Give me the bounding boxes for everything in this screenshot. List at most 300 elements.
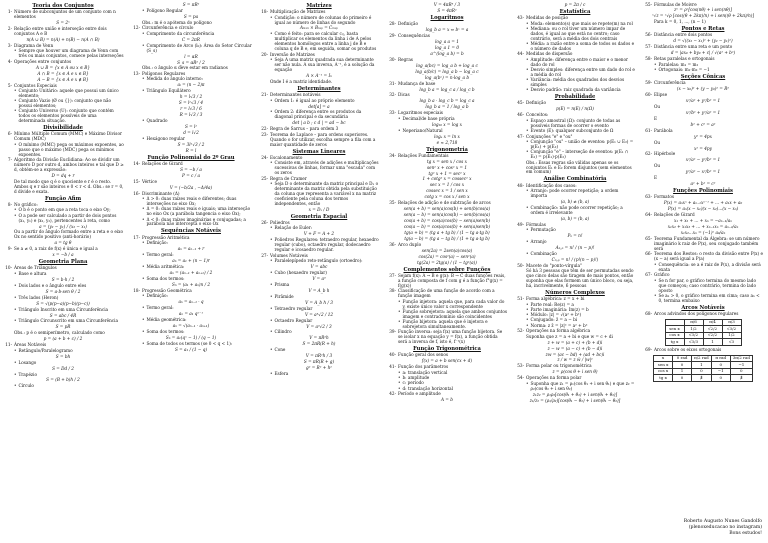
formula: x₁x₂...xₙ = (−1)ⁿ a₀/aₙ [680,230,726,236]
item-text: Consequências [398,32,430,38]
item-text: Logaritmos especiais [398,110,443,116]
bullet-item [270,295,380,300]
formula: sen² x + cos² x = 1 [426,164,468,170]
formula: z₁/z₂ = (ρ₁/ρ₂)[cos(θ₁ − θ₂) + i sen(θ₁ − θ₂)] [529,397,621,403]
bullet-item [14,109,124,124]
item-number: 4- [7,58,12,64]
item-text: Relação entre união e interseção entre dois conjuntos A e B [14,25,107,36]
table-cell: 0 [673,362,692,369]
section-heading: Probabilidade [554,94,596,101]
item-text: Retas paralelas e ortogonais [654,56,715,62]
bullet-text: • Conjunto Universo (U): conjunto que contém todos os elementos possíveis de uma determinada situação. [18,108,114,124]
item-text: No gráfico: [14,201,38,207]
table-cell: 0 [730,368,752,375]
author-name: Roberto Augusto Nunes Gandolfo [683,519,762,525]
item-number: 28- [389,21,396,27]
item-text: Discriminante (Δ) [142,190,180,196]
item-number: 45- [517,100,524,106]
table-row [665,339,741,346]
formula: Aₙ,ₚ = n! / (n − p)! [555,245,595,251]
bullet-text: • Parte imaginária: Im(z) = b [530,306,589,312]
formula: l = αR [184,53,198,59]
formula: d = √((x₂ − x₁)² + (y₂ − y₁)²) [673,38,733,44]
section-heading: Análise Combinatória [543,176,607,183]
bullet-text: • Suponha que z₁ = ρ₁(cos θ₁ + i sen θ₁) e que z₂ = ρ₂(cos θ₂ + i sen θ₂) [530,380,635,391]
column-4 [386,2,508,540]
formula: sen(2a) = 2sen(a)cos(a) [421,247,473,253]
bullet-text: • O b é o ponto em que a reta toca o eixo Oy; [18,207,111,213]
item-number: 9- [7,246,12,252]
numbered-item [386,154,508,159]
table-header-cell: 0 rad [673,355,692,362]
table-cell: 0 [673,375,692,382]
table-cell: √3/2 [722,326,741,333]
item-number: 11- [5,342,12,348]
item-number: 22- [261,126,268,132]
item-number: 44- [517,51,524,57]
bullet-text: • Sempre que houver um diagrama de Venn com três ou mais conjuntos, comece pelas interseções [18,48,124,59]
item-text: Conceitos: [526,112,549,118]
formula: S = 3l²√3 / 2 [177,141,205,147]
item-number: 37- [389,272,396,278]
note-text: Obs.: m é o apótema do polígono [142,19,212,25]
formula: x² = 4py [694,145,712,151]
item-number: 42- [389,391,396,397]
formula: log_b a · log_c b = log_c a [419,98,475,104]
formula: sec x = 1 / cos x [429,182,465,188]
table-cell: 1 [703,339,722,346]
formula: S = pa [183,13,199,19]
note-text: De tal modo que q é o quociente e r é o resto. Ambos q e r são inteiros e 0 < r < d. Obs.: se r = 0, d divide e exata. [14,178,124,194]
bullet-item [142,277,252,282]
table-header-cell: x [654,355,673,362]
formula: log_a(bc) = log_a b + log_a c [416,62,478,68]
item-number: 30- [389,56,396,62]
bullet-text: • b: amplitude [402,375,430,381]
formula: V = a³ [312,275,326,281]
bullet-text: • Decimal/de base própria [402,115,455,121]
bullet-text: • Permutação [530,227,556,233]
item-number: 55- [645,2,652,7]
bullet-text: • Hexágono regular [146,135,185,141]
bullet-item [270,32,380,52]
item-number: 34- [389,152,396,158]
bullet-text: • Triângulo Equilátero [146,88,191,94]
formula: y²/a² − x²/b² = 1 [685,169,721,175]
section-heading: Divisibilidade [43,125,83,132]
author-signature [684,519,762,537]
bullet-text: • Módulo: |z| = √(a² + b²) [530,312,582,318]
bullet-text: • Arranjo: pode ocorrer repetição; a ordem importa [530,188,619,198]
section-heading: Funções Polinomiais [673,188,733,195]
item-number: 29- [389,32,396,38]
bullet-text: • Espaço amostral (Ω): conjunto de todas as possíveis formas de ocorrer o evento [530,117,621,128]
bullet-text: • Arranjo [530,239,547,245]
formula: z / w = z w̄ / |w|² [557,357,593,363]
item-text: Operações na forma polar [526,375,582,381]
item-text: Hipérbole [654,151,676,157]
bullet-item [654,279,764,294]
formula: S = l² [184,124,198,130]
formula: A − B = {x ∈ A e x ∉ B} [37,76,89,82]
formula: tg x = sen x / cos x [426,158,468,164]
table-cell: √2/2 [703,332,722,339]
formula: S = l²√3 / 4 [178,100,204,106]
table-cell: 1/2 [722,332,741,339]
column-1 [2,2,124,540]
formula: zⁿ = ρⁿ[cos(nθ) + i sen(nθ)] [674,7,732,13]
item-text: Vértice [142,178,157,184]
item-text: Medidas de dispersão [526,51,573,57]
table-cell: sen x [654,362,673,369]
bullet-text: • Triângulo Inscrito em uma Circunferência [18,306,109,312]
formula: S = 2ⁿ [56,20,70,26]
note-text: Suponha que z = a + bi e que w = c + di [526,333,613,339]
bullet-text: • Ortogonais: m₁·m₂ = −1 [658,66,710,72]
section-heading: Estatística [559,8,591,15]
column-5 [514,2,636,540]
item-text: Conjunções "e" e "ou" [526,133,573,139]
trig-table [665,319,742,346]
bullet-text: • Como é feito: para se calcular cᵢⱼ, basta multiplicar os elementos da linha i de A pelos elementos homólogos entre a linha j de B e coluna q de B e, em seguida, somar os produtos [274,31,377,52]
formula: R = l√3 / 3 [179,112,203,118]
formula: S = πR² [182,2,200,7]
numbered-item [642,129,764,134]
formula: det[a] = a [308,103,330,109]
formula: A ∪ B = {x ∈ A ou x ∈ B} [36,64,90,70]
bullet-text: • Variância: média dos quadrados dos desvios simples [530,77,625,88]
formula: tg² x + 1 = sec² x [428,170,466,176]
bullet-text: • Poliedros Regulares: tetraedro regular, hexaedro regular (cubo), octaedro regular, dodecaedro regular e icosaedro regular. [274,237,379,253]
formula: S = b·h / 2 [51,276,75,282]
column-3 [258,2,380,540]
formula: sen(a + b) = sen(a)cos(b) + sen(b)cos(a) [403,206,491,212]
bullet-text: • Retângulo/Paralelogramo [18,347,73,353]
bullet-text: • Círculo [18,383,34,389]
note-text: Para k = 0, 1, ..., (n − 1) [654,19,706,25]
item-text: Distância entre dois pontos [654,32,713,38]
formula: z − w = (a − c) + (b − d)i [547,345,603,351]
formula: g² = R² + h² [306,365,332,371]
formula: p(E) = n(E) / n(Ω) [556,106,594,112]
formula: tg(a − b) = (tg a − tg b) / (1 + tg a·tg b) [404,236,490,242]
formula: log_b a = x ⇔ bˣ = a [425,26,469,32]
formula: D = dq + r [51,172,75,178]
item-number: 6- [7,131,12,137]
numbered-item [642,312,764,317]
bullet-item [398,129,508,134]
bullet-text: • Soma dos termos: [146,328,185,334]
formula: aₙ = (aₙ₋₁ + aₙ₊₁) / 2 [169,269,213,275]
formula: S = 4πR² [437,7,457,13]
formula: log_a(b/c) = log_a b − log_a c [415,68,479,74]
item-number: 52- [517,328,524,334]
item-number: 39- [389,329,396,335]
formula: aₙ = √(aₙ₋₁ · aₙ₊₁) [172,322,210,328]
formula: (x − x₀)² + (y − y₀)² = R² [676,85,730,91]
numbered-item [386,82,508,87]
numbered-item [386,289,508,299]
formula: f(x) = a + b sen(cx + d) [421,358,473,364]
bullet-text: • Média: a razão entre a soma de todos os dados e o número de dados [530,40,635,51]
bullet-item [526,27,636,42]
item-number: 50- [517,262,524,268]
item-text: Diagrama de Venn [14,42,54,48]
formula: S = pR [55,324,71,330]
item-number: 18- [261,9,268,15]
bullet-item [142,218,252,228]
item-number: 32- [389,92,396,98]
table-cell: 1 [673,368,692,375]
bullet-text: • Δ > 0: duas raízes reais e diferentes; duas interseções no eixo Ox; [146,196,237,207]
table-cell: −1 [711,368,730,375]
formula: n(A ∪ B) = n(A) + n(B) − n(A ∩ B) [26,36,100,42]
item-text: Mínimo Múltiplo Comum (MMC) e Máximo Divisor Comum (MDC) [14,131,122,142]
item-text: Áreas de Triângulos [14,265,57,271]
numbered-item [2,132,124,142]
bullet-item [14,384,124,389]
item-text: Mudança de base [398,80,436,86]
item-number: 59- [645,80,652,86]
item-number: 18- [133,287,140,293]
bullet-item [14,214,124,224]
note-text: Ou [654,163,661,169]
formula: log_a a = 1 [435,38,459,44]
formula: a = tg θ [54,240,72,246]
formula: x₁ + x₂ + ... + xₙ = −aₙ₋₁/aₙ [673,218,732,224]
bullet-text: • Desvio padrão: raiz quadrada da variância [530,87,621,93]
table-cell: 1/2 [684,326,703,333]
item-number: 65- [645,235,652,241]
item-number: 61- [645,127,652,133]
section-heading: Pontos e Retas [681,26,725,33]
formula: V = (−b/2a , −Δ/4a) [169,184,213,190]
formula: p = 2π / c [564,2,586,7]
bullet-item [270,110,380,120]
formula: P = c / a [182,172,200,178]
item-number: 3- [7,42,12,48]
bullet-item [398,117,508,122]
formula: aₙ = aₙ₋₁ · q [178,299,204,305]
table-cell: sen x [665,326,684,333]
note-text: Ou a partir do ângulo formado entre a reta e o eixo Ox no sentido positivo (anti-horário) [14,229,124,240]
item-text: Se a ≠ 0, a raiz de f(x) é única e igual a [14,246,98,252]
numbered-item [642,237,764,252]
item-number: 17- [133,234,140,240]
bullet-text: • Polígono Regular [146,7,183,13]
formula: S = a₁ / (1 − q) [174,346,208,352]
item-number: 53- [517,363,524,369]
item-text: Volumes Notáveis [270,252,308,258]
section-heading: Teoria dos Conjuntos [32,3,94,9]
item-number: 47- [517,133,524,139]
bullet-text: • Função injetora: aquela que, para cada valor do y, existe único valor x correspondente [402,298,505,309]
bullet-text: • Condição: o número de colunas do primeiro é igual ao número de linhas do segundo [274,14,372,25]
numbered-item [642,252,764,262]
bullet-text: • Neperiano/Natural [402,127,443,133]
bullet-item [14,49,124,59]
section-heading: Determinantes [297,85,341,92]
item-text: Fórmulas [526,221,546,227]
formula: x = Dₓ / D [308,206,330,212]
item-number: 10- [5,265,12,271]
bullet-text: • Seja D o determinante da matriz principal e Dₓ o determinante da matriz obtida pela substituição da coluna que representa a variável x na matriz coeficiente pela coluna dos termos independentes, então [274,181,379,206]
bullet-text: • Média aritmética: [146,263,185,269]
bullet-item [142,44,252,54]
bullet-text: • Soma de todos os termos (se 0 < q < 1): [146,340,233,346]
formula: S_s = αR² / 2 [177,59,205,65]
item-text: Fórmulas de Moivre [654,2,697,7]
formula: Pₙ = n! [567,233,583,239]
formula: h = l√3 / 2 [179,94,203,100]
item-text: Distância entre uma reta e um ponto [654,44,733,50]
table-header-cell: 3π/2 rad [730,355,752,362]
formula: log_a 1 = 0 [435,44,459,50]
formula: Sₙ = (a₁ + aₙ)n / 2 [172,281,210,287]
item-text: Forma polar ou trigonométrica [526,363,592,369]
formula: cos(a − b) = cos(a)cos(b) + sen(a)sen(b) [403,224,491,230]
table-cell: tg x [665,339,684,346]
item-number: 24- [261,154,268,160]
bullet-item [14,361,124,366]
item-number: 38- [389,288,396,294]
formula: S = abc / 4R [49,312,77,318]
formula: V = πR²h / 3 [305,353,333,359]
bullet-text: • Desvio simples: diferença entre um dado do rol e a média do rol [530,67,635,77]
numbered-item [386,58,508,63]
item-text: Arco duplo [398,241,422,247]
section-heading: Sistemas Lineares [292,148,346,155]
formula: A = b [441,396,453,402]
item-number: 49- [517,221,524,227]
bullet-text: • Mediana: ou o rol tiver um número impar de dados, é igual ao que está no centro; caso contrário, será a média dos dois centrais [530,25,626,41]
item-text: Operações entre conjuntos [14,58,72,64]
item-number: 67- [645,272,652,278]
item-number: 57- [645,44,652,50]
item-text: Macete do "ponto-vírgula" [526,262,582,268]
formula: cossec x = 1 / sen x [426,188,468,194]
table-cell: √3 [722,339,741,346]
item-text: Determinantes notáveis [270,92,321,98]
numbered-item [130,180,252,185]
table-header-cell: π/4 [703,319,722,326]
bullet-text: • Relação de Euler: [274,225,313,231]
item-number: 20- [261,51,268,57]
item-text: Relações de Girard [142,160,183,166]
item-number: 62- [645,151,652,157]
numbered-item [258,133,380,148]
bullet-text: • Seja A uma matriz quadrada sua determinante ser não nula. A sua inversa, A⁻¹, é a solução da equação [274,57,375,73]
item-number: 60- [645,91,652,97]
formula: tg(2a) = 2tg(a) / (1 − tg²(a)) [417,259,477,265]
formula: A × A⁻¹ = Iₙ [306,73,332,79]
section-heading: Geometria Espacial [290,213,348,220]
item-text: Medidas de posição [526,15,568,21]
formula: V = A_b h / 3 [305,299,333,305]
bullet-text: • Conjugado: z̄ = a − bi [530,317,578,323]
formula: (a, b) = (b, a) [560,215,590,221]
note-text: Onde I é a matriz identidade. [270,79,333,85]
bullet-item [142,119,252,124]
numbered-item [2,27,124,37]
bullet-text: • Se aₙ > 0, o gráfico termina em cima; caso aₙ < 0, termina embaixo [658,292,760,303]
bullet-text: • Consequência: se a é raiz de P(x), a divisão será exata [658,261,761,272]
table-header-cell: π/6 [684,319,703,326]
bullet-text: • d: translação horizontal [402,385,453,391]
bullet-text: • Combinação [530,250,557,256]
bullet-text: • Paralelepípedo reto-retângulo (ortoedro): [274,258,363,264]
note-text: Obs.: p é o semiperímetro, calculado como [14,330,105,336]
formula: V = πR²h [309,335,329,341]
table-cell: 1 [692,362,712,369]
note-text: Obs.: o ângulo α deve estar em radianos [142,65,228,71]
bullet-item [654,294,764,304]
formula: a² + b² = c² [690,181,716,187]
item-text: Elipse [654,91,668,97]
bullet-text: • Tetraedro regular [274,305,313,311]
formula: S = 2πR(R + h) [302,341,336,347]
numbered-item [2,60,124,65]
bullet-item [14,349,124,354]
table-cell: √2/2 [703,326,722,333]
item-number: 12- [133,25,140,31]
bullet-text: • O mínimo (MMC) pega os máximos expoentes, ao passo que o máximo (MDC) pega os mínimos expoentes. [18,141,124,157]
bullet-text: • Conjunção "ou" – união de eventos: p(E₁ ∪ E₂) = p(E₁) + p(E₂) [530,138,634,149]
bullet-text: • Função sobrejetora: aquela que ambos conjuntos imagem e contradomínio são coincidentes [402,308,507,319]
bullet-item [270,161,380,176]
formula: a^(log_a b) = b [430,50,464,56]
table-cell: cos x [654,368,673,375]
item-text: Identificação dos casos: [526,182,577,188]
item-text: Áreas Notáveis [14,342,47,348]
item-text: Número de subconjuntos de um conjunto com n elementos [14,9,116,20]
item-text: Dicas [398,92,410,98]
item-number: 54- [517,375,524,381]
formula: p = (a + b + c) / 2 [43,336,83,342]
bullet-text: • Esfera [274,371,289,377]
bullet-item [14,296,124,301]
bullet-item [270,182,380,207]
item-number: 43- [517,15,524,21]
item-text: Período e amplitude [398,391,441,397]
formula: S = Dd / 2 [52,365,74,371]
item-number: 36- [389,241,396,247]
section-heading: Números Complexos [545,290,605,297]
formula: det | a b ; c d | = ad − bc [292,120,346,126]
numbered-item [386,274,508,289]
bullet-item [270,99,380,104]
section-heading: Sequências Notáveis [161,228,221,235]
formula: z = ρ(cos θ + i sen θ) [552,369,598,375]
item-number: 5- [7,82,12,88]
bullet-item [526,88,636,93]
item-number: 7- [7,157,12,163]
item-text: Teorema Fundamental da Álgebra: se um número imaginário k raiz de P(x), seu conjugado também será [654,235,760,251]
bullet-text: • O a pode ser calculado a partir de dois pontos (x₁, y₁) e (x₂, y₂), pertencentes à reta, como [18,212,117,223]
bullet-text: • c: período [402,380,424,386]
item-text: Relações de adição e de subtração de arcos [398,200,491,206]
formula: x₁x₂ + x₁x₃ + ... + xₙ₋₁xₙ = aₙ₋₂/aₙ [667,224,739,230]
section-heading: Logaritmos [430,14,464,21]
item-text: Teorema dos Restos: o resto da divisão entre P(x) e (x − a) será igual a P(a) [654,251,763,262]
bullet-text: • Consiste em, através de adições e multiplicações sucessivas de linhas, formar uma "escada" com os zeros [274,160,379,176]
formula: log₁₀ x = log x [432,121,462,127]
formula: S = πR(R + g) [303,359,335,365]
formula: S = bh [55,353,71,359]
item-text: Formatos [654,194,675,200]
bullet-text: • Conjunção "e" – interseção de eventos: p(E₁ ∩ E₂) = p(E₁)·p(E₂) [530,149,629,160]
bullet-text: • Base e altura [18,270,47,276]
